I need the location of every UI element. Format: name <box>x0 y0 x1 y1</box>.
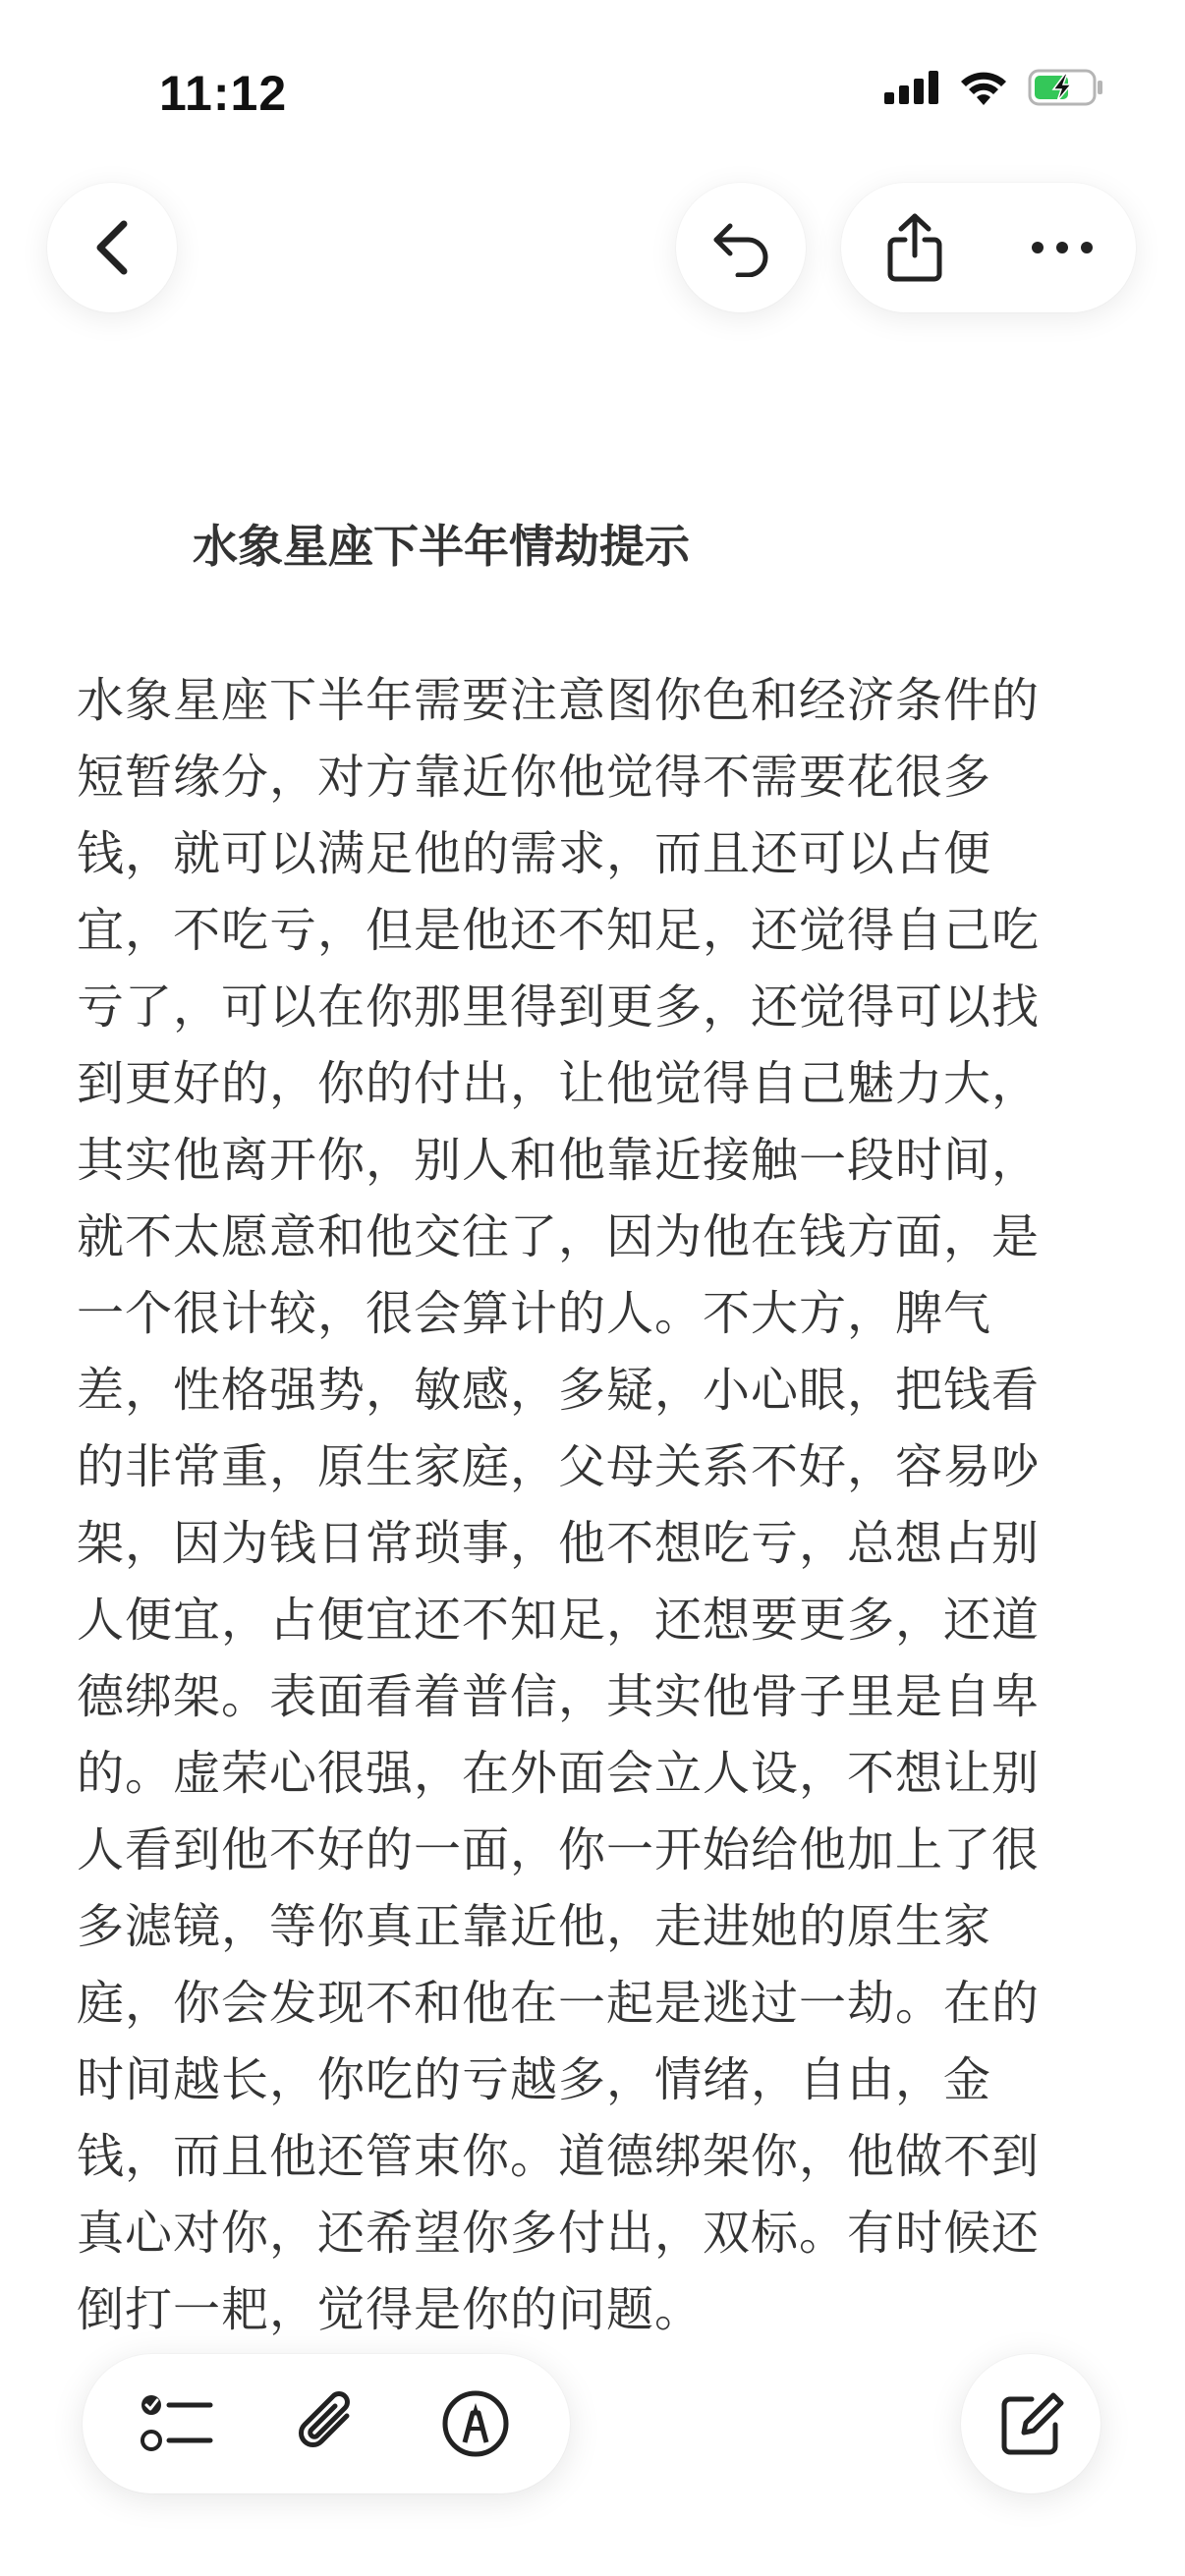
pen-markup-icon <box>441 2389 510 2458</box>
markup-button[interactable] <box>417 2365 535 2483</box>
checklist-button[interactable] <box>118 2365 236 2483</box>
battery-charging-icon <box>1028 69 1106 106</box>
more-button[interactable] <box>988 183 1136 312</box>
bottom-toolbar <box>83 2354 570 2493</box>
ellipsis-icon <box>1031 241 1094 254</box>
undo-icon <box>708 218 773 277</box>
compose-button[interactable] <box>961 2354 1100 2493</box>
status-icons <box>884 69 1106 106</box>
status-time: 11:12 <box>159 66 288 121</box>
chevron-left-icon <box>90 218 134 277</box>
share-button[interactable] <box>841 183 988 312</box>
compose-icon <box>996 2389 1065 2458</box>
note-title[interactable]: 水象星座下半年情劫提示 <box>193 520 690 573</box>
status-bar <box>0 0 1185 187</box>
checklist-icon <box>140 2391 214 2456</box>
back-button[interactable] <box>47 183 177 312</box>
attachment-button[interactable] <box>267 2365 385 2483</box>
undo-button[interactable] <box>676 183 806 312</box>
share-icon <box>885 212 944 283</box>
actions-pill <box>841 183 1136 312</box>
wifi-icon <box>959 70 1008 105</box>
note-body[interactable]: 水象星座下半年需要注意图你色和经济条件的短暂缘分，对方靠近你他觉得不需要花很多钱，就可以满足他的需求，而且还可以占便宜，不吃亏，但是他还不知足，还觉得自己吃亏了，可以在你那里得到更多，还觉得可以找到更好的，你的付出，让他觉得自己魅力大，其实他离开你，别人和他靠近接触一段时间，就不太愿意和他交往了，因为他在钱方面，是一个很计较，很会算计的人。不大方，脾气差，性格强势，敏感，多疑，小心眼，把钱看的非常重，原生家庭，父母关系不好，容易吵架，因为钱日常琐事，他不想吃亏，总想占别人便宜，占便宜还不知足，还想要更多，还道德绑架。表面看着普信，其实他骨子里是自卑的。虚荣心很强，在外面会立人设，不想让别人看到他不好的一面，你一开始给他加上了很多滤镜，等你真正靠近他，走进她的原生家庭，你会发现不和他在一起是逃过一劫。在的时间越长，你吃的亏越多，情绪，自由，金钱，而且他还管束你。道德绑架你，他做不到真心对你，还希望你多付出，双标。有时候还倒打一耙，觉得是你的问题。 <box>77 673 1041 2337</box>
cellular-signal-icon <box>884 71 939 104</box>
paperclip-icon <box>292 2388 361 2459</box>
